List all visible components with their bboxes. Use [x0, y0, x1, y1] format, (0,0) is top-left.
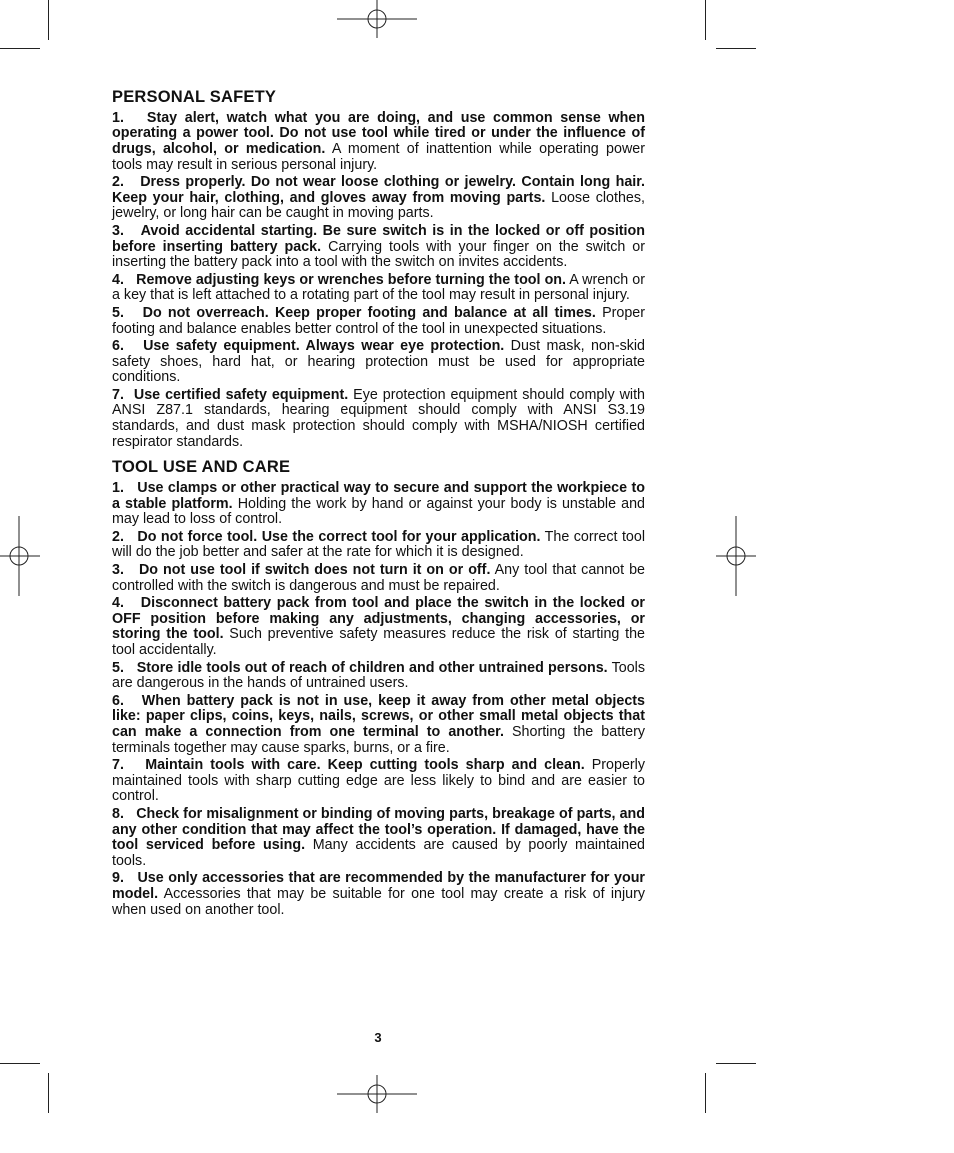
list-item — [112, 530, 645, 561]
registration-mark-right — [716, 516, 796, 596]
item-heading: Remove adjusting keys or wrenches before turning the tool on. — [136, 271, 567, 288]
list-item — [112, 563, 645, 594]
page-number: 3 — [374, 1030, 382, 1045]
item-number: 2. — [112, 528, 124, 545]
list-item — [112, 871, 645, 918]
crop-mark — [716, 1063, 756, 1064]
list-item — [112, 807, 645, 869]
crop-mark — [0, 48, 40, 49]
item-heading: Do not use tool if switch does not turn it on or off. — [138, 562, 491, 579]
item-number: 6. — [112, 338, 124, 355]
section-tool-use-and-care — [112, 458, 645, 918]
manual-page-content — [112, 88, 645, 920]
item-text: Eye protection equipment should comply with ANSI Z87.1 standards, hearing equipment should comply with ANSI S3.19 standards, and dust mask protection should comply with MSHA/NIOSH certified respirator standards. — [112, 386, 646, 450]
item-text: Dust mask, non-skid safety shoes, hard hat, or hearing protection must be used for appropriate conditions. — [112, 338, 646, 386]
list-item — [112, 758, 645, 805]
item-number: 8. — [112, 805, 124, 822]
crop-mark — [705, 0, 706, 40]
item-text: A moment of inattention while operating power tools may result in serious personal injury. — [112, 140, 645, 173]
crop-mark — [48, 1073, 49, 1113]
item-number: 5. — [112, 304, 124, 321]
item-number: 1. — [112, 109, 124, 126]
item-heading: Use only accessories that are recommended by the manufacturer for your model. — [112, 870, 645, 902]
list-item — [112, 596, 645, 658]
list-item — [112, 175, 645, 222]
item-number: 2. — [112, 174, 124, 191]
list-item — [112, 661, 645, 692]
list-item — [112, 306, 645, 337]
item-number: 7. — [112, 386, 124, 403]
item-text: Shorting the battery terminals together may cause sparks, burns, or a fire. — [112, 723, 646, 756]
item-number: 9. — [112, 870, 124, 887]
item-text: Proper footing and balance enables better control of the tool in unexpected situations. — [112, 304, 645, 337]
item-text: Loose clothes, jewelry, or long hair can be caught in moving parts. — [112, 189, 645, 222]
section-title: TOOL USE AND CARE — [112, 458, 291, 477]
item-heading: Use certified safety equipment. — [133, 386, 349, 403]
section-title: PERSONAL SAFETY — [112, 88, 277, 106]
list-item — [112, 481, 645, 528]
item-text: Carrying tools with your finger on the switch or inserting the battery pack into a tool with the switch on invites accidents. — [112, 238, 646, 271]
item-heading: Dress properly. Do not wear loose clothing or jewelry. Contain long hair. Keep your hair, clothing, and gloves away from moving parts. — [112, 174, 646, 206]
item-number: 7. — [112, 757, 124, 774]
list-item — [112, 224, 645, 271]
item-number: 4. — [112, 271, 124, 288]
item-text: The correct tool will do the job better and safer at the rate for which it is designed. — [112, 528, 645, 561]
list-item — [112, 388, 645, 450]
item-text: Any tool that cannot be controlled with the switch is dangerous and must be repaired. — [112, 562, 645, 594]
list-item — [112, 111, 645, 173]
item-heading: When battery pack is not in use, keep it away from other metal objects like: paper clips, coins, keys, nails, screws, or other small metal objects that can make a connection from one terminal to another. — [112, 692, 645, 740]
item-number: 4. — [112, 595, 124, 612]
registration-mark-top — [337, 0, 417, 80]
item-text: Tools are dangerous in the hands of untrained users. — [112, 659, 646, 692]
item-heading: Maintain tools with care. Keep cutting tools sharp and clean. — [145, 757, 585, 774]
list-item — [112, 694, 645, 756]
list-item — [112, 339, 645, 386]
section-personal-safety — [112, 88, 645, 450]
item-text: Such preventive safety measures reduce the risk of starting the tool accidentally. — [112, 626, 645, 658]
item-number: 3. — [112, 222, 124, 239]
item-number: 5. — [112, 659, 124, 676]
item-heading: Do not overreach. Keep proper footing and balance at all times. — [142, 304, 596, 321]
item-number: 3. — [112, 562, 124, 579]
item-number: 6. — [112, 692, 124, 709]
item-heading: Use safety equipment. Always wear eye protection. — [143, 338, 505, 355]
crop-mark — [0, 1063, 40, 1064]
registration-mark-bottom — [337, 1073, 417, 1153]
crop-mark — [716, 48, 756, 49]
item-heading: Do not force tool. Use the correct tool for your application. — [137, 528, 541, 545]
item-heading: Avoid accidental starting. Be sure switch is in the locked or off position before inserting battery pack. — [112, 222, 645, 255]
item-text: Holding the work by hand or against your body is unstable and may lead to loss of control. — [112, 495, 645, 528]
registration-mark-left — [0, 516, 80, 596]
item-text: Many accidents are caused by poorly maintained tools. — [112, 837, 645, 869]
item-heading: Stay alert, watch what you are doing, and use common sense when operating a power tool. Do not use tool while tired or under the influence of drugs, alcohol, or medication. — [112, 109, 645, 157]
item-text: Accessories that may be suitable for one tool may create a risk of injury when used on another tool. — [112, 885, 645, 918]
crop-mark — [705, 1073, 706, 1113]
crop-mark — [48, 0, 49, 40]
list-item — [112, 273, 645, 304]
item-text: A wrench or a key that is left attached to a rotating part of the tool may result in personal injury. — [112, 271, 645, 304]
item-text: Properly maintained tools with sharp cutting edge are less likely to bind and are easier to control. — [112, 757, 645, 805]
item-heading: Disconnect battery pack from tool and place the switch in the locked or OFF position before making any adjustments, changing accessories, or storing the tool. — [112, 595, 645, 643]
item-heading: Check for misalignment or binding of moving parts, breakage of parts, and any other condition that may affect the tool’s operation. If damaged, have the tool serviced before using. — [112, 805, 645, 854]
item-heading: Use clamps or other practical way to secure and support the workpiece to a stable platform. — [112, 480, 646, 512]
item-heading: Store idle tools out of reach of children and other untrained persons. — [136, 659, 608, 676]
item-number: 1. — [112, 480, 124, 497]
